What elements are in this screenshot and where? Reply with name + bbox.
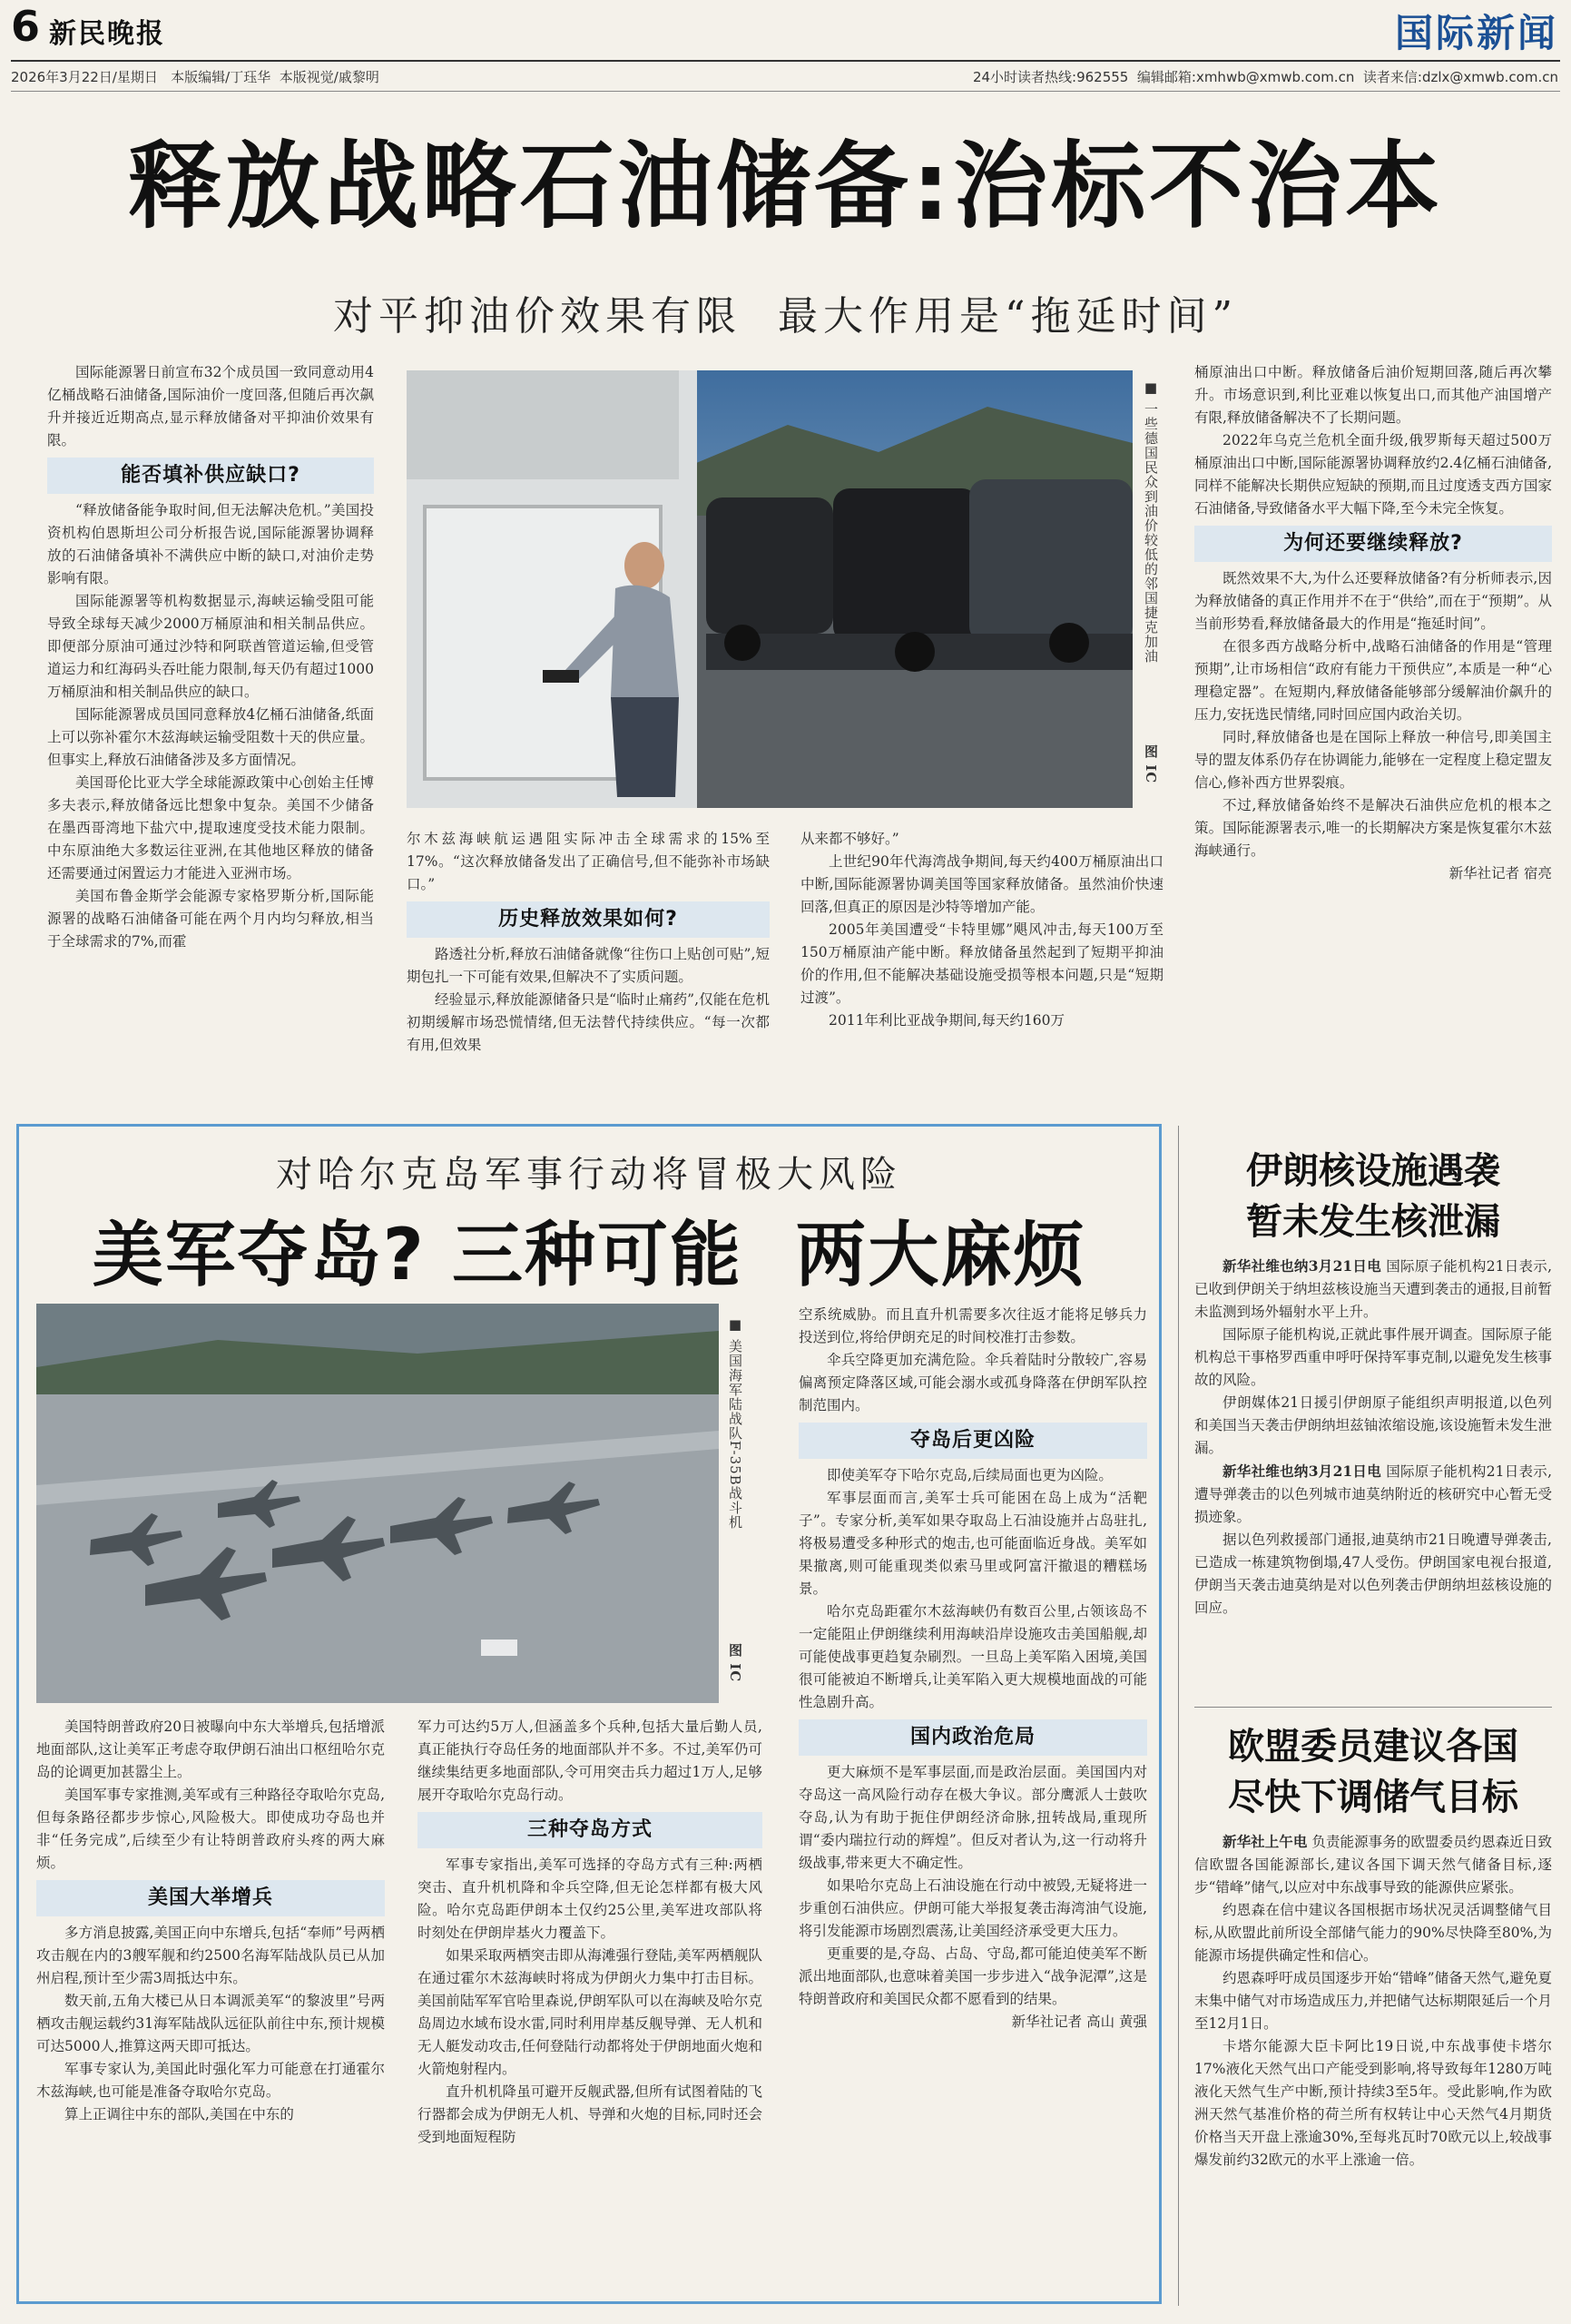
- story2-subheading-3: 夺岛后更凶险: [799, 1423, 1147, 1459]
- paragraph: 哈尔克岛距霍尔木兹海峡仍有数百公里,占领该岛不一定能阻止伊朗继续利用海峡沿岸设施攻击美国船舰,却可能使战事更趋复杂刷烈。一旦岛上美军陷入困境,美国很可能被迫不断增兵,让美军陷入更大规模地面战的可能性急剧升高。: [799, 1603, 1147, 1710]
- fighter-jets-image: [36, 1304, 719, 1703]
- masthead-rule: [11, 60, 1560, 62]
- story2-column-3: [799, 1304, 1147, 2034]
- story2-kicker: 对哈尔克岛军事行动将冒极大风险: [276, 1154, 902, 1196]
- paragraph: 新华社维也纳3月21日电 国际原子能机构21日表示,遭导弹袭击的以色列城市迪莫纳附近的核研究中心暂无受损迹象。: [1194, 1462, 1553, 1525]
- story2-subheading-4: 国内政治危局: [799, 1719, 1147, 1756]
- paragraph: 约恩森呼吁成员国逐步开始“错峰”储备天然气,避免夏末集中储气对市场造成压力,并把储气达标期限延后一个月至12月1日。: [1194, 1970, 1552, 2032]
- sidebar-divider: [1178, 1126, 1179, 2306]
- story3-headline-line1: 伊朗核设施遇袭: [1246, 1150, 1500, 1192]
- paragraph: 国际能源署等机构数据显示,海峡运输受阻可能导致全球每天减少2000万桶原油和相关制品供应。即便部分原油可通过沙特和阿联酋管道运输,但受管道运力和红海码头吞吐能力限制,每天仍有超过1000万桶原油和相关制品供应的缺口。: [47, 593, 374, 700]
- paragraph: 在很多西方战略分析中,战略石油储备的作用是“管理预期”,让市场相信“政府有能力干预供应”,本质是一种“心理稳定器”。在短期内,释放储备能够部分缓解油价飙升的压力,安抚选民情绪,同时回应国内政治关切。: [1194, 638, 1552, 723]
- masthead-thin-rule: [11, 91, 1560, 92]
- section-title: 国际新闻: [1394, 11, 1558, 55]
- refueling-scene-image: [407, 370, 1133, 808]
- paragraph: 既然效果不大,为什么还要释放储备?有分析师表示,因为释放储备的真正作用并不在于“供给”,而在于“预期”。从当前形势看,释放储备最大的作用是“拖延时间”。: [1194, 570, 1552, 632]
- paragraph: 上世纪90年代海湾战争期间,每天约400万桶原油出口中断,国际能源署协调美国等国家释放储备。虽然油价快速回落,但真正的原因是沙特等增加产能。: [800, 853, 1164, 915]
- paragraph: 更大麻烦不是军事层面,而是政治层面。美国国内对夺岛这一高风险行动存在极大争议。部分鹰派人士鼓吹夺岛,认为有助于扼住伊朗经济命脉,扭转战局,重现所谓“委内瑞拉行动的辉煌”。但反对者认为,这一行动将升级战事,带来更大不确定性。: [799, 1764, 1147, 1871]
- story3-headline: [1194, 1146, 1552, 1247]
- story1-headline: 释放战略石油储备:治标不治本: [127, 131, 1444, 241]
- paragraph: 据以色列救援部门通报,迪莫纳市21日晚遭导弹袭击,已造成一栋建筑物倒塌,47人受伤。伊朗国家电视台报道,伊朗当天袭击迪莫纳是对以色列袭击伊朗纳坦兹核设施的回应。: [1194, 1531, 1552, 1616]
- paragraph: 多方消息披露,美国正向中东增兵,包括“奉师”号两栖攻击舰在内的3艘军舰和约2500名海军陆战队员已从加州启程,预计至少需3周抵达中东。: [36, 1925, 385, 1986]
- dateline: 新华社上午电: [1222, 1833, 1308, 1850]
- paragraph: 国际能源署成员国同意释放4亿桶石油储备,纸面上可以弥补霍尔木兹海峡运输受阻数十天的供应量。但事实上,释放石油储备涉及多方面情况。: [47, 706, 374, 768]
- paragraph: 军力可达约5万人,但涵盖多个兵种,包括大量后勤人员,真正能执行夺岛任务的地面部队并不多。不过,美军仍可继续集结更多地面部队,令可用突击兵力超过1万人,足够展开夺取哈尔克岛行动。: [417, 1718, 762, 1803]
- story1-column-3: [800, 828, 1164, 1032]
- story2-photo-caption: ■ 美国海军陆战队F-35B战斗机: [727, 1316, 743, 1530]
- hotline: 24小时读者热线:962555: [972, 69, 1129, 85]
- paragraph: 同时,释放储备也是在国际上释放一种信号,即美国主导的盟友体系仍存在协调能力,能够在一定程度上稳定盟友信心,修补西方世界裂痕。: [1194, 729, 1552, 791]
- paragraph: 不过,释放储备始终不是解决石油供应危机的根本之策。国际能源署表示,唯一的长期解决方案是恢复霍尔木兹海峡通行。: [1194, 797, 1552, 859]
- story3-body: [1194, 1255, 1552, 1620]
- paper-name-logo: 新民晚报: [49, 18, 165, 50]
- story1-subheading-2: 历史释放效果如何?: [407, 901, 770, 938]
- paragraph: 伞兵空降更加充满危险。伞兵着陆时分散较广,容易偏离预定降落区域,可能会溺水或孤身降落在伊朗军队控制范围内。: [799, 1352, 1147, 1413]
- story1-byline: 新华社记者 宿亮: [1448, 865, 1552, 881]
- reader-email[interactable]: 读者来信:dzlx@xmwb.com.cn: [1362, 69, 1558, 85]
- story1-subheading-3: 为何还要继续释放?: [1194, 526, 1552, 562]
- paragraph: 美国特朗普政府20日被曝向中东大举增兵,包括增派地面部队,这让美军正考虑夺取伊朗石油出口枢纽哈尔克岛的论调更加甚嚣尘上。: [36, 1718, 385, 1780]
- paragraph: 军事专家指出,美军可选择的夺岛方式有三种:两栖突击、直升机机降和伞兵空降,但无论怎样都有极大风险。哈尔克岛距伊朗本土仅约25公里,美军进攻部队将时刻处在伊朗岸基火力覆盖下。: [417, 1856, 762, 1941]
- paragraph: 军事层面而言,美军士兵可能困在岛上成为“活靶子”。专家分析,美军如果夺取岛上石油设施并占岛驻扎,将极易遭受多种形式的炮击,也可能面临近身战。美军如果撤离,则可能重现类似索马里或阿富汗撤退的糟糕场景。: [799, 1490, 1147, 1597]
- story1-column-1: [47, 361, 374, 953]
- date: 2026年3月22日/星期日: [11, 69, 158, 85]
- paragraph: “释放储备能争取时间,但无法解决危机。”美国投资机构伯恩斯坦公司分析报告说,国际能源署协调释放的石油储备填补不满供应中断的缺口,对油价走势影响有限。: [47, 502, 374, 586]
- story2-subheading-1: 美国大举增兵: [36, 1880, 385, 1916]
- story1-subheading-1: 能否填补供应缺口?: [47, 458, 374, 494]
- visual-credit: 本版视觉/戚黎明: [279, 69, 379, 85]
- editor-email[interactable]: 编辑邮箱:xmhwb@xmwb.com.cn: [1136, 69, 1355, 85]
- story1-photo-refueling: [407, 370, 1133, 808]
- paragraph: 如果采取两栖突击即从海滩强行登陆,美军两栖舰队在通过霍尔木兹海峡时将成为伊朗火力集中打击目标。美国前陆军军官哈里森说,伊朗军队可以在海峡及哈尔克岛周边水域布设水雷,同时利用岸基反舰导弹、无人机和无人艇发动攻击,任何登陆行动都将处于伊朗地面火炮和火箭炮射程内。: [417, 1947, 762, 2077]
- story1-photo-caption: ■ 一些德国民众到油价较低的邻国捷克加油: [1143, 379, 1159, 664]
- story3-headline-line2: 暂未发生核泄漏: [1246, 1201, 1500, 1243]
- paragraph: 美国布鲁金斯学会能源专家格罗斯分析,国际能源署的战略石油储备可能在两个月内均匀释放,相当于全球需求的7%,而霍: [47, 888, 374, 950]
- paragraph: 桶原油出口中断。释放储备后油价短期回落,随后再次攀升。市场意识到,利比亚难以恢复出口,而其他产油国增产有限,释放储备解决不了长期问题。: [1194, 364, 1552, 426]
- paragraph: 直升机机降虽可避开反舰武器,但所有试图着陆的飞行器都会成为伊朗无人机、导弹和火炮的目标,同时还会受到地面短程防: [417, 2083, 762, 2145]
- story4-headline-line1: 欧盟委员建议各国: [1228, 1726, 1518, 1768]
- story1-column-2: [407, 828, 770, 1057]
- story2-subheading-2: 三种夺岛方式: [417, 1812, 762, 1848]
- paragraph: 算上正调往中东的部队,美国在中东的: [64, 2106, 294, 2122]
- contact-line: [973, 67, 1558, 86]
- paragraph: 从来都不够好。”: [800, 831, 899, 847]
- paragraph: 2022年乌克兰危机全面升级,俄罗斯每天超过500万桶原油出口中断,国际能源署协调释放约2.4亿桶石油储备,同样不能解决长期供应短缺的预期,而且过度透支西方国家石油储备,导致储备水平大幅下降,至今未完全恢复。: [1194, 432, 1552, 517]
- date-line: [11, 67, 379, 86]
- paragraph: 2011年利比亚战争期间,每天约160万: [829, 1012, 1065, 1029]
- paragraph: 卡塔尔能源大臣卡阿比19日说,中东战事使卡塔尔17%液化天然气出口产能受到影响,将导致每年1280万吨液化天然气生产中断,预计持续3至5年。受此影响,作为欧洲天然气基准价格的荷兰所有权转让中心天然气4月期货价格当天开盘上涨逾30%,至每兆瓦时70欧元以上,较战事爆发前约32欧元的水平上涨逾一倍。: [1194, 2038, 1552, 2168]
- paragraph: 约恩森在信中建议各国根据市场状况灵活调整储气目标,从欧盟此前所设全部储气能力的90%尽快降至80%,为能源市场提供确定性和信心。: [1194, 1902, 1552, 1964]
- paragraph: 尔木兹海峡航运遇阻实际冲击全球需求的15%至17%。“这次释放储备发出了正确信号,但不能弥补市场缺口。”: [407, 831, 770, 892]
- paragraph: 国际原子能机构说,正就此事件展开调查。国际原子能机构总干事格罗西重申呼吁保持军事克制,以避免发生核事故的风险。: [1194, 1326, 1552, 1388]
- story2-byline: 新华社记者 高山 黄强: [1011, 2014, 1147, 2030]
- paragraph: 伊朗媒体21日援引伊朗原子能组织声明报道,以色列和美国当天袭击伊朗纳坦兹铀浓缩设施,该设施暂未发生泄漏。: [1194, 1394, 1552, 1456]
- story2-photo-credit: 图 IC: [727, 1643, 743, 1683]
- page-number: 6: [11, 2, 41, 51]
- paragraph: 美国军事专家推测,美军或有三种路径夺取哈尔克岛,但每条路径都步步惊心,风险极大。即使成功夺岛也并非“任务完成”,后续至少有让特朗普政府头疼的两大麻烦。: [36, 1787, 385, 1871]
- paragraph: 新华社维也纳3月21日电 国际原子能机构21日表示,已收到伊朗关于纳坦兹核设施当天遭到袭击的通报,目前暂未监测到场外辐射水平上升。: [1194, 1257, 1553, 1320]
- dateline: 新华社维也纳3月21日电: [1222, 1462, 1381, 1480]
- story2-photo-f35: [36, 1304, 719, 1703]
- paragraph: 经验显示,释放能源储备只是“临时止痛药”,仅能在危机初期缓解市场恐慌情绪,但无法替代持续供应。“每一次都有用,但效果: [407, 991, 770, 1053]
- paragraph: 空系统威胁。而且直升机需要多次往返才能将足够兵力投送到位,将给伊朗充足的时间校准打击参数。: [799, 1306, 1147, 1345]
- story1-photo-credit: 图 IC: [1143, 744, 1159, 784]
- story1-subhead: 对平抑油价效果有限 最大作用是“拖延时间”: [333, 293, 1238, 340]
- paragraph: 2005年美国遭受“卡特里娜”飓风冲击,每天100万至150万桶原油产能中断。释放储备虽然起到了短期平抑油价的作用,但不能解决基础设施受损等根本问题,只是“短期过渡”。: [800, 921, 1164, 1006]
- story2-headline: 美军夺岛? 三种可能 两大麻烦: [92, 1215, 1086, 1296]
- paragraph: 如果哈尔克岛上石油设施在行动中被毁,无疑将进一步重创石油供应。伊朗可能大举报复袭击海湾油气设施,将引发能源市场剧烈震荡,让美国经济承受更大压力。: [799, 1877, 1147, 1939]
- paragraph: 数天前,五角大楼已从日本调派美军“的黎波里”号两栖攻击舰运载约31海军陆战队远征队前往中东,预计规模可达5000人,推算这两天即可抵达。: [36, 1993, 385, 2054]
- editor-credit: 本版编辑/丁珏华: [171, 69, 271, 85]
- paragraph: 新华社上午电 负责能源事务的欧盟委员约恩森近日致信欧盟各国能源部长,建议各国下调天然气储备目标,逐步“错峰”储气,以应对中东战事导致的能源供应紧张。: [1194, 1833, 1552, 1896]
- paragraph: 美国哥伦比亚大学全球能源政策中心创始主任博多夫表示,释放储备远比想象中复杂。美国不少储备在墨西哥湾地下盐穴中,提取速度受技术能力限制。中东原油绝大多数运往亚洲,在其他地区释放的储备还需要通过闲置运力才能进入亚洲市场。: [47, 774, 374, 881]
- dateline: 新华社维也纳3月21日电: [1222, 1257, 1381, 1275]
- paragraph: 国际能源署日前宣布32个成员国一致同意动用4亿桶战略石油储备,国际油价一度回落,但随后再次飙升并接近近期高点,显示释放储备对平抑油价效果有限。: [47, 364, 374, 448]
- story4-body: [1194, 1830, 1552, 2171]
- paragraph: 更重要的是,夺岛、占岛、守岛,都可能迫使美军不断派出地面部队,也意味着美国一步步进入“战争泥潭”,这是特朗普政府和美国民众都不愿看到的结果。: [799, 1945, 1147, 2007]
- paragraph: 路透社分析,释放石油储备就像“往伤口上贴创可贴”,短期包扎一下可能有效果,但解决不了实质问题。: [407, 946, 770, 985]
- story4-headline: [1194, 1721, 1552, 1823]
- paragraph: 军事专家认为,美国此时强化军力可能意在打通霍尔木兹海峡,也可能是准备夺取哈尔克岛。: [36, 2061, 385, 2100]
- sidebar-story-divider: [1194, 1707, 1552, 1708]
- story1-column-4: [1194, 361, 1552, 885]
- story2-column-1: [36, 1716, 385, 2126]
- story2-column-2: [417, 1716, 762, 2149]
- story4-headline-line2: 尽快下调储气目标: [1228, 1777, 1518, 1818]
- paragraph: 即使美军夺下哈尔克岛,后续局面也更为凶险。: [827, 1467, 1113, 1483]
